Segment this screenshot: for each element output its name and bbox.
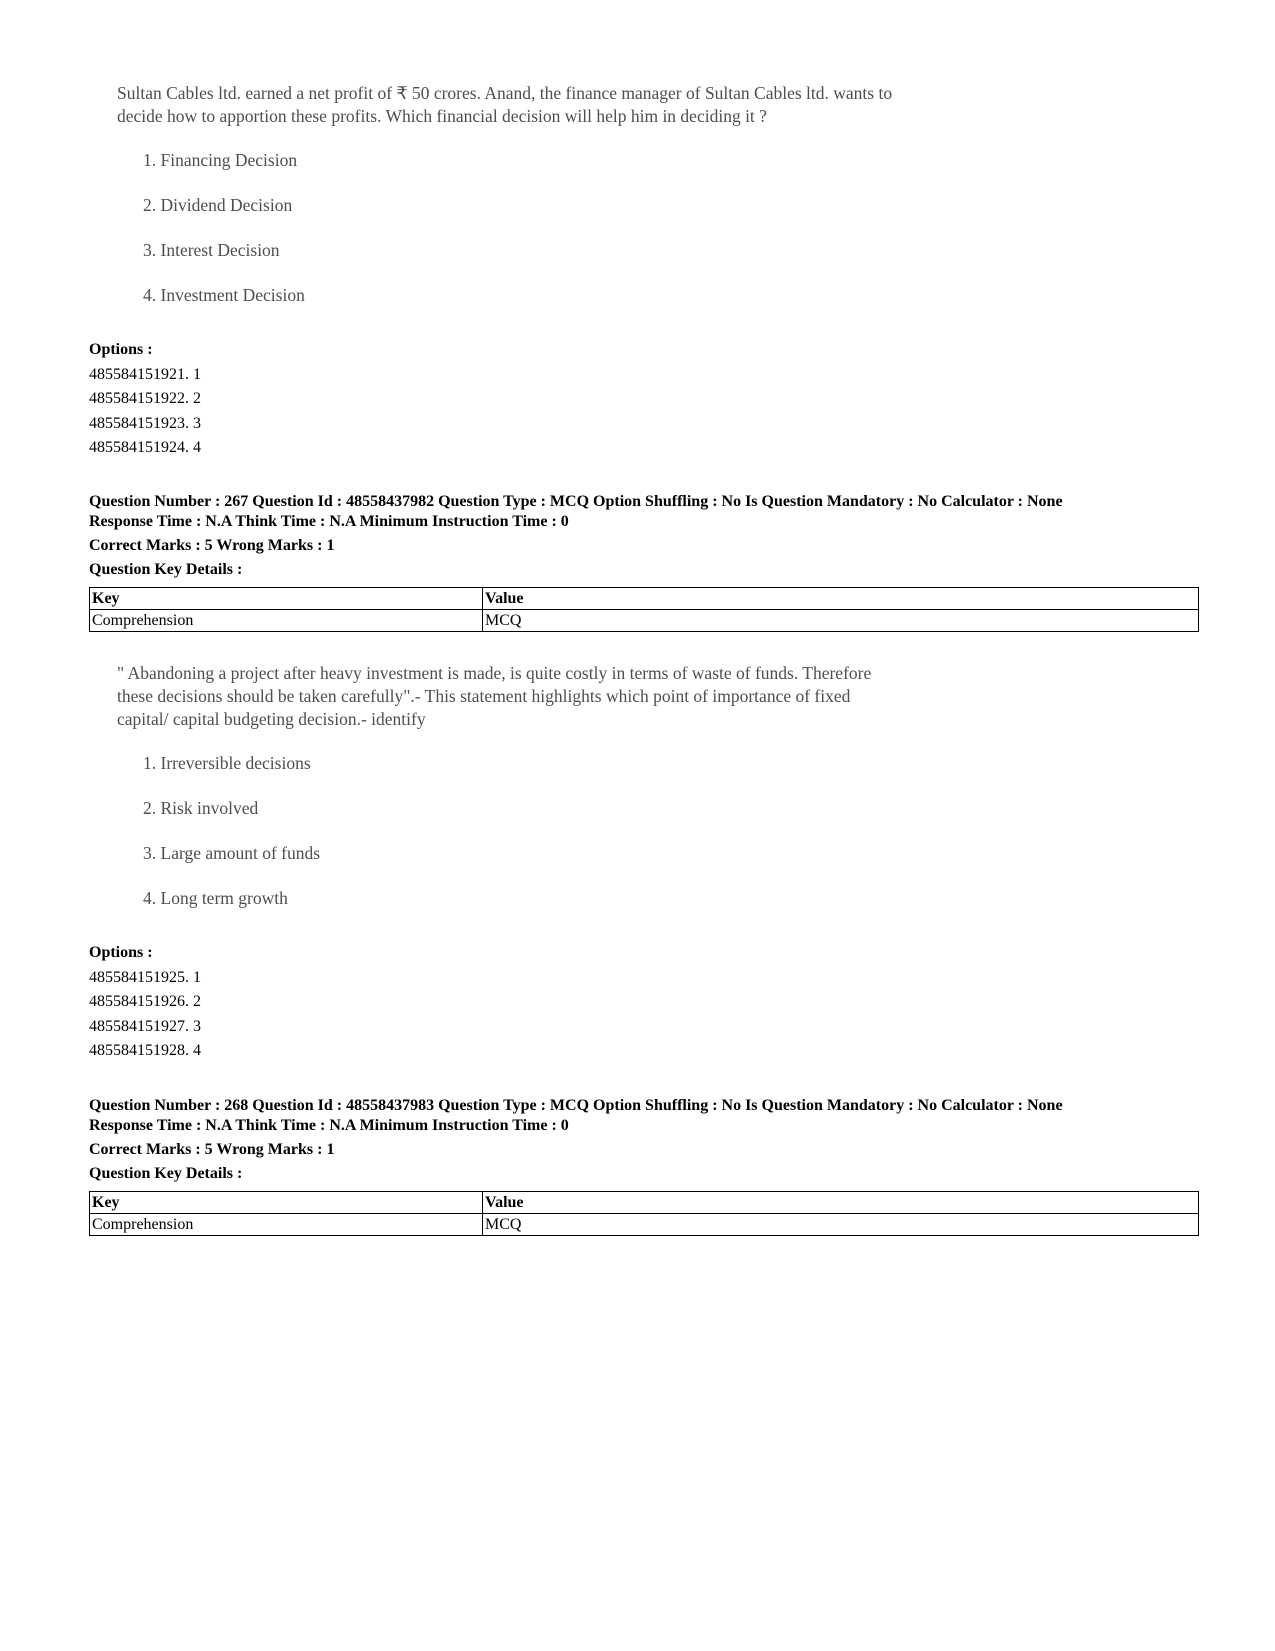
choice-1: 1. Irreversible decisions xyxy=(143,753,311,773)
choice-4: 4. Investment Decision xyxy=(143,285,305,305)
option-item: 485584151928. 4 xyxy=(89,1042,201,1059)
table-header-value: Value xyxy=(483,588,1199,610)
option-item: 485584151926. 2 xyxy=(89,993,201,1010)
option-item: 485584151923. 3 xyxy=(89,414,201,432)
option-item: 485584151922. 2 xyxy=(89,390,201,407)
table-row xyxy=(90,610,1199,632)
options-list-267 xyxy=(89,941,201,1064)
table-header-key: Key xyxy=(90,1192,483,1214)
key-details-label: Question Key Details : xyxy=(89,561,243,578)
timing-info-line: Response Time : N.A Think Time : N.A Minimum Instruction Time : 0 xyxy=(89,513,569,530)
key-details-table-267 xyxy=(89,587,1199,632)
table-cell-value: MCQ xyxy=(483,610,1199,632)
timing-info-line: Response Time : N.A Think Time : N.A Minimum Instruction Time : 0 xyxy=(89,1117,569,1134)
table-row xyxy=(90,1214,1199,1236)
table-header-key: Key xyxy=(90,588,483,610)
stem-line: decide how to apportion these profits. Which financial decision will help him in deciding it ? xyxy=(117,106,767,126)
choice-4: 4. Long term growth xyxy=(143,888,288,908)
option-item: 485584151921. 1 xyxy=(89,365,201,383)
choice-3: 3. Interest Decision xyxy=(143,240,280,260)
choice-1: 1. Financing Decision xyxy=(143,150,298,170)
stem-line: " Abandoning a project after heavy investment is made, is quite costly in terms of waste of funds. Therefore xyxy=(117,663,872,683)
question-info-line: Question Number : 267 Question Id : 48558437982 Question Type : MCQ Option Shuffling : No Is Question Mandatory : No Calculator : None xyxy=(89,493,1063,510)
stem-line: Sultan Cables ltd. earned a net profit of ₹ 50 crores. Anand, the finance manager of Sultan Cables ltd. wants to xyxy=(117,83,893,103)
stem-line: capital/ capital budgeting decision.- identify xyxy=(117,709,426,729)
question-267-image xyxy=(117,662,871,932)
option-item: 485584151924. 4 xyxy=(89,439,201,456)
options-header: Options : xyxy=(89,341,153,358)
question-267-meta xyxy=(89,492,1063,580)
table-cell-value: MCQ xyxy=(483,1214,1199,1236)
marks-line: Correct Marks : 5 Wrong Marks : 1 xyxy=(89,537,335,554)
key-details-label: Question Key Details : xyxy=(89,1165,243,1182)
choice-3: 3. Large amount of funds xyxy=(143,843,321,863)
question-stem xyxy=(117,82,892,128)
options-list-266 xyxy=(89,338,201,461)
question-268-meta xyxy=(89,1096,1063,1184)
question-stem xyxy=(117,662,871,731)
table-header-row xyxy=(90,1192,1199,1214)
question-info-line: Question Number : 268 Question Id : 48558437983 Question Type : MCQ Option Shuffling : No Is Question Mandatory : No Calculator : None xyxy=(89,1097,1063,1114)
options-header: Options : xyxy=(89,944,153,961)
question-choices xyxy=(143,149,892,329)
stem-line: these decisions should be taken carefully".- This statement highlights which point of importance of fixed xyxy=(117,686,851,706)
option-item: 485584151925. 1 xyxy=(89,968,201,986)
table-cell-key: Comprehension xyxy=(90,1214,483,1236)
key-details-table-268 xyxy=(89,1191,1199,1236)
choice-2: 2. Dividend Decision xyxy=(143,195,293,215)
marks-line: Correct Marks : 5 Wrong Marks : 1 xyxy=(89,1141,335,1158)
choice-2: 2. Risk involved xyxy=(143,798,259,818)
question-choices xyxy=(143,752,871,932)
table-cell-key: Comprehension xyxy=(90,610,483,632)
question-266-image xyxy=(117,82,892,329)
table-header-value: Value xyxy=(483,1192,1199,1214)
option-item: 485584151927. 3 xyxy=(89,1017,201,1035)
table-header-row xyxy=(90,588,1199,610)
